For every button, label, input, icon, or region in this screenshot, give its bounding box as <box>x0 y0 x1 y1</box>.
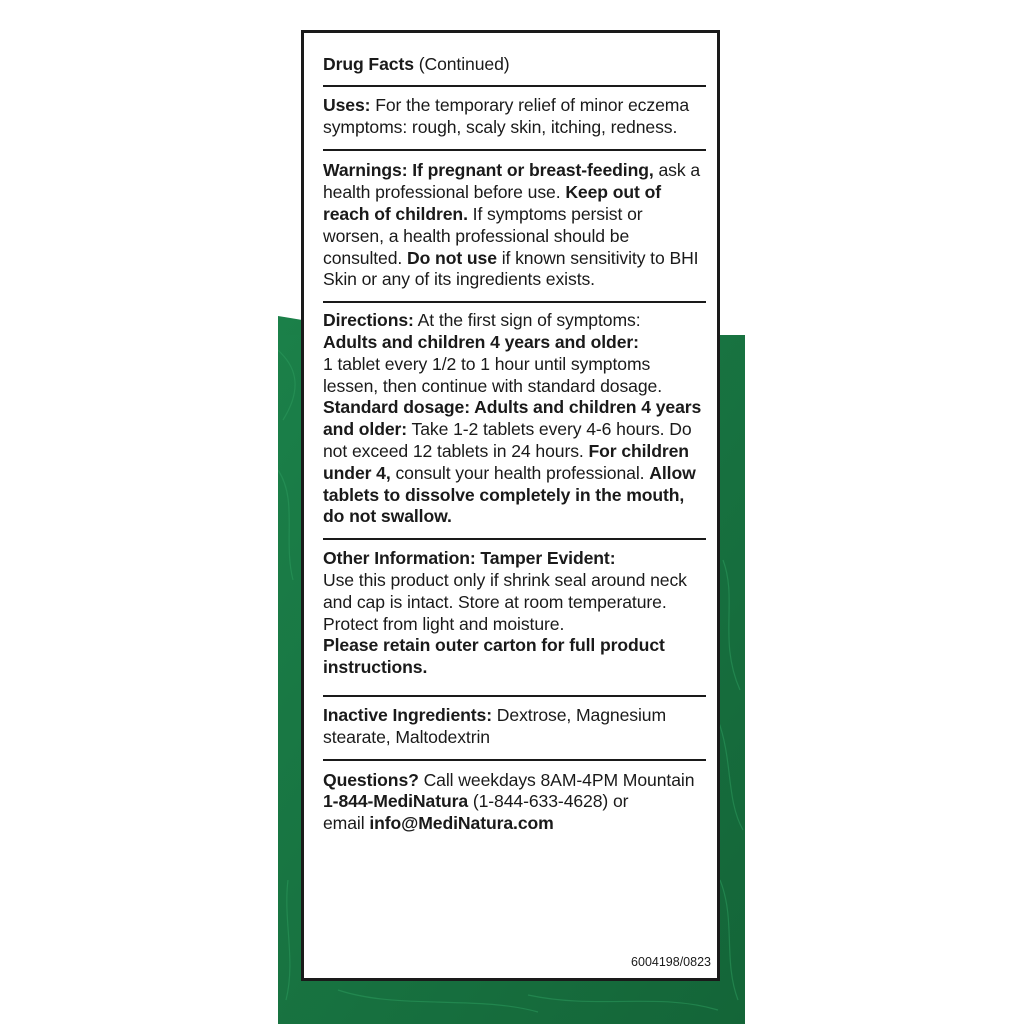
questions-phone-number: (1-844-633-4628) or <box>472 791 629 812</box>
inactive-ingredients-section <box>323 697 706 759</box>
directions-text-3: Take 1-2 tablets every 4-6 hours. Do not exceed 12 tablets in 24 hours. <box>323 419 692 461</box>
drug-facts-panel <box>301 30 720 981</box>
directions-text-1: At the first sign of symptoms: <box>417 310 641 331</box>
questions-label: Questions? <box>323 769 419 790</box>
inactive-ingredients-text: Dextrose, Magnesium stearate, Maltodextrin <box>323 704 667 747</box>
title-bold: Drug Facts <box>323 54 414 74</box>
warnings-keep-out: Keep out of reach of children. <box>323 182 661 224</box>
directions-adults: Adults and children 4 years and older: <box>323 331 639 352</box>
warnings-pregnant: If pregnant or breast-feeding, <box>412 160 654 181</box>
warnings-text-1: ask a health professional before use. <box>323 160 701 203</box>
warnings-label: Warnings: <box>323 160 408 181</box>
directions-children-under-4: For children under 4, <box>323 440 689 483</box>
warnings-section <box>323 151 706 301</box>
questions-email: info@MediNatura.com <box>369 813 554 834</box>
directions-section <box>323 303 706 538</box>
questions-phone-name: 1-844-MediNatura <box>323 791 469 812</box>
questions-section <box>323 761 706 835</box>
directions-standard-dosage: Standard dosage: Adults and children 4 years and older: <box>323 397 702 440</box>
directions-text-4: consult your health professional. <box>395 462 645 483</box>
questions-email-prefix: email <box>323 813 365 834</box>
other-information-text: Use this product only if shrink seal around neck and cap is intact. Store at room temperature. Protect from light and moisture. <box>323 569 687 634</box>
other-information-section <box>323 540 706 695</box>
uses-section <box>323 87 706 150</box>
warnings-text-2: If symptoms persist or worsen, a health professional should be consulted. <box>323 203 643 268</box>
drug-facts-title <box>323 33 706 85</box>
warnings-text-3: if known sensitivity to BHI Skin or any of its ingredients exists. <box>323 247 699 290</box>
directions-text-2: 1 tablet every 1/2 to 1 hour until symptoms lessen, then continue with standard dosage. <box>323 353 663 396</box>
directions-label: Directions: <box>323 310 414 331</box>
directions-dissolve: Allow tablets to dissolve completely in the mouth, do not swallow. <box>323 462 696 527</box>
questions-hours: Call weekdays 8AM-4PM Mountain <box>423 769 695 790</box>
product-code: 6004198/0823 <box>631 955 711 969</box>
other-information-label: Other Information: Tamper Evident: <box>323 548 616 569</box>
inactive-ingredients-label: Inactive Ingredients: <box>323 704 492 725</box>
title-continued: (Continued) <box>418 54 510 74</box>
uses-text: For the temporary relief of minor eczema symptoms: rough, scaly skin, itching, redness. <box>323 94 689 137</box>
other-information-retain: Please retain outer carton for full product instructions. <box>323 635 665 678</box>
uses-label: Uses: <box>323 94 371 115</box>
warnings-do-not-use: Do not use <box>407 247 497 268</box>
